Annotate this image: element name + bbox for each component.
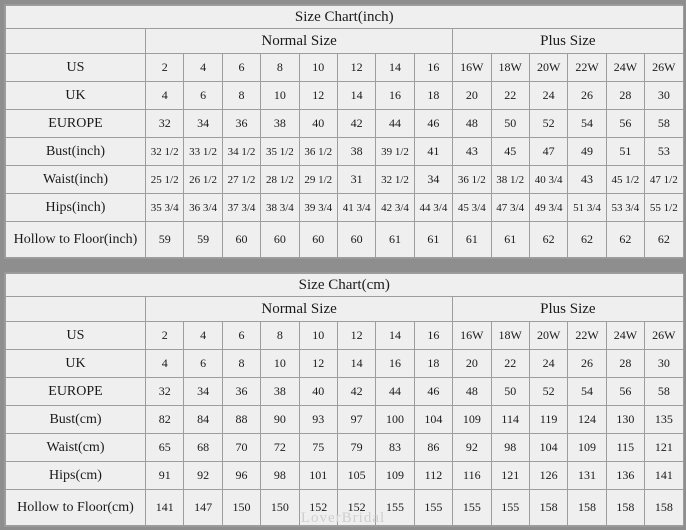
table-cell: 47 3/4 xyxy=(491,194,529,222)
table-cell: 10 xyxy=(261,82,299,110)
table-cell: 62 xyxy=(529,222,567,258)
table-cell: 41 xyxy=(414,138,452,166)
table-cell: 35 3/4 xyxy=(146,194,184,222)
table-row xyxy=(6,434,684,462)
table-cell: 40 xyxy=(299,378,337,406)
table-cell: 20 xyxy=(453,350,491,378)
table-cell: 50 xyxy=(491,378,529,406)
table-cell: 68 xyxy=(184,434,222,462)
table-cell: 44 xyxy=(376,110,414,138)
table-cell: 36 1/2 xyxy=(299,138,337,166)
table-cell: 147 xyxy=(184,490,222,526)
table-cell: 48 xyxy=(453,378,491,406)
table-cell: 150 xyxy=(222,490,260,526)
table-row xyxy=(6,82,684,110)
table-cell: 6 xyxy=(222,54,260,82)
table-cell: 62 xyxy=(645,222,684,258)
table-cell: 61 xyxy=(414,222,452,258)
table-cell: 98 xyxy=(261,462,299,490)
table-cell: 121 xyxy=(491,462,529,490)
size-chart-inch-body xyxy=(6,6,684,258)
table-row xyxy=(6,490,684,526)
table-cell: 109 xyxy=(453,406,491,434)
size-chart-cm-table xyxy=(5,273,684,526)
table-cell: 29 1/2 xyxy=(299,166,337,194)
table-cell: 60 xyxy=(261,222,299,258)
table-cell: 25 1/2 xyxy=(146,166,184,194)
table-cell: 91 xyxy=(146,462,184,490)
table-cell: 93 xyxy=(299,406,337,434)
table-cell: 60 xyxy=(222,222,260,258)
table-cell: 32 1/2 xyxy=(376,166,414,194)
table-cell: 45 xyxy=(491,138,529,166)
size-chart-inch xyxy=(4,4,682,259)
table-cell: 24 xyxy=(529,82,567,110)
table-cell: 40 xyxy=(299,110,337,138)
table-cell: 12 xyxy=(299,82,337,110)
table-cell: 26 xyxy=(568,82,606,110)
table-cell: 28 xyxy=(606,82,644,110)
table-cell: 84 xyxy=(184,406,222,434)
row-label: EUROPE xyxy=(6,110,146,138)
table-cell: 22W xyxy=(568,54,606,82)
table-cell: 6 xyxy=(184,350,222,378)
table-cell: 38 xyxy=(337,138,375,166)
table-cell: 101 xyxy=(299,462,337,490)
table-cell: 62 xyxy=(606,222,644,258)
table-cell: 18W xyxy=(491,54,529,82)
table-cell: 18W xyxy=(491,322,529,350)
table-cell: 98 xyxy=(491,434,529,462)
size-chart-inch-table xyxy=(5,5,684,258)
table-row xyxy=(6,222,684,258)
table-cell: 31 xyxy=(337,166,375,194)
table-cell: 8 xyxy=(261,322,299,350)
table-cell: 58 xyxy=(645,378,684,406)
row-label: EUROPE xyxy=(6,378,146,406)
table-cell: 105 xyxy=(337,462,375,490)
size-chart-cm xyxy=(4,272,682,527)
table-cell: 88 xyxy=(222,406,260,434)
table-cell: 83 xyxy=(376,434,414,462)
table-cell: 61 xyxy=(376,222,414,258)
table-cell: 158 xyxy=(606,490,644,526)
table-cell: 130 xyxy=(606,406,644,434)
table-cell: 4 xyxy=(146,82,184,110)
table-cell: 158 xyxy=(568,490,606,526)
table-cell: 75 xyxy=(299,434,337,462)
table-cell: 2 xyxy=(146,54,184,82)
table-cell: 45 1/2 xyxy=(606,166,644,194)
table-cell: 152 xyxy=(337,490,375,526)
table-cell: 136 xyxy=(606,462,644,490)
table-cell: 47 xyxy=(529,138,567,166)
table-cell: 26 1/2 xyxy=(184,166,222,194)
table-cell: 27 1/2 xyxy=(222,166,260,194)
table-cell: 53 xyxy=(645,138,684,166)
table-cell: 61 xyxy=(453,222,491,258)
table-cell: 141 xyxy=(645,462,684,490)
table-cell: 155 xyxy=(376,490,414,526)
table-cell: 56 xyxy=(606,378,644,406)
table-cell: 4 xyxy=(184,54,222,82)
table-cell: 4 xyxy=(184,322,222,350)
table-cell: 2 xyxy=(146,322,184,350)
table-cell: 6 xyxy=(222,322,260,350)
table-cell: 24W xyxy=(606,322,644,350)
table-cell: 41 3/4 xyxy=(337,194,375,222)
table-cell: 50 xyxy=(491,110,529,138)
row-label: UK xyxy=(6,82,146,110)
table-cell: 51 xyxy=(606,138,644,166)
table-cell: 28 xyxy=(606,350,644,378)
table-cell: 116 xyxy=(453,462,491,490)
group-header: Normal Size xyxy=(146,297,453,322)
table-row xyxy=(6,350,684,378)
table-cell: 33 1/2 xyxy=(184,138,222,166)
table-cell: 155 xyxy=(414,490,452,526)
table-cell: 158 xyxy=(645,490,684,526)
table-cell: 35 1/2 xyxy=(261,138,299,166)
table-cell: 6 xyxy=(184,82,222,110)
table-cell: 28 1/2 xyxy=(261,166,299,194)
table-cell: 58 xyxy=(645,110,684,138)
watermark: LoverBridal xyxy=(300,510,386,526)
table-cell: 32 xyxy=(146,110,184,138)
row-label: Bust(cm) xyxy=(6,406,146,434)
table-cell: 155 xyxy=(453,490,491,526)
chart-group-row xyxy=(6,29,684,54)
chart-group-row xyxy=(6,297,684,322)
chart-title-row xyxy=(6,6,684,29)
table-cell: 112 xyxy=(414,462,452,490)
table-cell: 14 xyxy=(337,350,375,378)
table-cell: 56 xyxy=(606,110,644,138)
table-cell: 14 xyxy=(337,82,375,110)
table-cell: 16 xyxy=(376,350,414,378)
table-row xyxy=(6,54,684,82)
table-cell: 59 xyxy=(146,222,184,258)
table-cell: 124 xyxy=(568,406,606,434)
table-cell: 104 xyxy=(529,434,567,462)
table-cell: 4 xyxy=(146,350,184,378)
table-cell: 12 xyxy=(337,322,375,350)
table-cell: 16W xyxy=(453,54,491,82)
table-cell: 38 xyxy=(261,378,299,406)
chart-title: Size Chart(cm) xyxy=(6,274,684,297)
table-cell: 12 xyxy=(337,54,375,82)
chart-title: Size Chart(inch) xyxy=(6,6,684,29)
table-cell: 96 xyxy=(222,462,260,490)
table-cell: 43 xyxy=(568,166,606,194)
table-cell: 46 xyxy=(414,378,452,406)
row-label: Hollow to Floor(inch) xyxy=(6,222,146,258)
table-cell: 60 xyxy=(299,222,337,258)
table-cell: 100 xyxy=(376,406,414,434)
table-cell: 34 xyxy=(184,378,222,406)
table-cell: 37 3/4 xyxy=(222,194,260,222)
table-cell: 109 xyxy=(376,462,414,490)
table-cell: 16 xyxy=(414,322,452,350)
table-cell: 92 xyxy=(184,462,222,490)
table-cell: 150 xyxy=(261,490,299,526)
table-cell: 36 3/4 xyxy=(184,194,222,222)
table-cell: 70 xyxy=(222,434,260,462)
table-cell: 62 xyxy=(568,222,606,258)
table-cell: 155 xyxy=(491,490,529,526)
table-cell: 42 xyxy=(337,110,375,138)
table-cell: 52 xyxy=(529,110,567,138)
table-cell: 36 1/2 xyxy=(453,166,491,194)
table-row xyxy=(6,110,684,138)
row-label: Waist(cm) xyxy=(6,434,146,462)
table-cell: 38 xyxy=(261,110,299,138)
table-row xyxy=(6,462,684,490)
table-cell: 42 3/4 xyxy=(376,194,414,222)
table-cell: 90 xyxy=(261,406,299,434)
table-cell: 121 xyxy=(645,434,684,462)
table-cell: 10 xyxy=(299,322,337,350)
table-cell: 40 3/4 xyxy=(529,166,567,194)
row-label: Bust(inch) xyxy=(6,138,146,166)
table-cell: 16 xyxy=(376,82,414,110)
table-cell: 26W xyxy=(645,322,684,350)
table-cell: 12 xyxy=(299,350,337,378)
table-cell: 59 xyxy=(184,222,222,258)
table-cell: 92 xyxy=(453,434,491,462)
table-cell: 45 3/4 xyxy=(453,194,491,222)
table-cell: 32 xyxy=(146,378,184,406)
table-cell: 53 3/4 xyxy=(606,194,644,222)
table-cell: 24W xyxy=(606,54,644,82)
size-chart-cm-body xyxy=(6,274,684,526)
table-cell: 18 xyxy=(414,350,452,378)
table-cell: 22W xyxy=(568,322,606,350)
group-header-blank xyxy=(6,297,146,322)
table-cell: 8 xyxy=(261,54,299,82)
table-cell: 30 xyxy=(645,350,684,378)
table-cell: 109 xyxy=(568,434,606,462)
table-cell: 54 xyxy=(568,110,606,138)
table-cell: 55 1/2 xyxy=(645,194,684,222)
table-cell: 26W xyxy=(645,54,684,82)
table-cell: 43 xyxy=(453,138,491,166)
row-label: Hips(inch) xyxy=(6,194,146,222)
table-cell: 8 xyxy=(222,350,260,378)
table-cell: 24 xyxy=(529,350,567,378)
table-row xyxy=(6,322,684,350)
group-header: Plus Size xyxy=(453,29,683,54)
table-cell: 126 xyxy=(529,462,567,490)
table-row xyxy=(6,166,684,194)
table-cell: 16 xyxy=(414,54,452,82)
table-cell: 30 xyxy=(645,82,684,110)
table-cell: 54 xyxy=(568,378,606,406)
table-cell: 38 1/2 xyxy=(491,166,529,194)
row-label: Hips(cm) xyxy=(6,462,146,490)
table-cell: 52 xyxy=(529,378,567,406)
table-cell: 39 3/4 xyxy=(299,194,337,222)
table-cell: 86 xyxy=(414,434,452,462)
table-row xyxy=(6,194,684,222)
table-cell: 49 xyxy=(568,138,606,166)
table-cell: 115 xyxy=(606,434,644,462)
table-cell: 44 3/4 xyxy=(414,194,452,222)
table-cell: 152 xyxy=(299,490,337,526)
table-cell: 14 xyxy=(376,54,414,82)
table-cell: 46 xyxy=(414,110,452,138)
table-cell: 14 xyxy=(376,322,414,350)
table-cell: 38 3/4 xyxy=(261,194,299,222)
table-cell: 42 xyxy=(337,378,375,406)
table-cell: 135 xyxy=(645,406,684,434)
row-label: Waist(inch) xyxy=(6,166,146,194)
table-cell: 10 xyxy=(299,54,337,82)
group-header: Plus Size xyxy=(453,297,683,322)
table-cell: 10 xyxy=(261,350,299,378)
row-label: US xyxy=(6,54,146,82)
row-label: UK xyxy=(6,350,146,378)
table-cell: 34 1/2 xyxy=(222,138,260,166)
group-header: Normal Size xyxy=(146,29,453,54)
table-cell: 131 xyxy=(568,462,606,490)
table-cell: 119 xyxy=(529,406,567,434)
table-cell: 20 xyxy=(453,82,491,110)
table-cell: 22 xyxy=(491,82,529,110)
table-cell: 34 xyxy=(414,166,452,194)
table-cell: 60 xyxy=(337,222,375,258)
table-cell: 16W xyxy=(453,322,491,350)
table-cell: 72 xyxy=(261,434,299,462)
table-cell: 26 xyxy=(568,350,606,378)
table-cell: 44 xyxy=(376,378,414,406)
table-cell: 104 xyxy=(414,406,452,434)
table-cell: 8 xyxy=(222,82,260,110)
table-cell: 65 xyxy=(146,434,184,462)
table-cell: 141 xyxy=(146,490,184,526)
table-cell: 39 1/2 xyxy=(376,138,414,166)
table-row xyxy=(6,406,684,434)
table-cell: 61 xyxy=(491,222,529,258)
table-cell: 97 xyxy=(337,406,375,434)
row-label: US xyxy=(6,322,146,350)
table-row xyxy=(6,378,684,406)
table-cell: 158 xyxy=(529,490,567,526)
table-cell: 49 3/4 xyxy=(529,194,567,222)
group-header-blank xyxy=(6,29,146,54)
table-cell: 114 xyxy=(491,406,529,434)
table-cell: 32 1/2 xyxy=(146,138,184,166)
table-cell: 20W xyxy=(529,322,567,350)
table-cell: 79 xyxy=(337,434,375,462)
table-cell: 51 3/4 xyxy=(568,194,606,222)
table-cell: 22 xyxy=(491,350,529,378)
table-cell: 36 xyxy=(222,110,260,138)
table-cell: 36 xyxy=(222,378,260,406)
table-cell: 47 1/2 xyxy=(645,166,684,194)
table-cell: 34 xyxy=(184,110,222,138)
row-label: Hollow to Floor(cm) xyxy=(6,490,146,526)
chart-title-row xyxy=(6,274,684,297)
table-cell: 48 xyxy=(453,110,491,138)
table-cell: 18 xyxy=(414,82,452,110)
table-row xyxy=(6,138,684,166)
table-cell: 20W xyxy=(529,54,567,82)
table-cell: 82 xyxy=(146,406,184,434)
